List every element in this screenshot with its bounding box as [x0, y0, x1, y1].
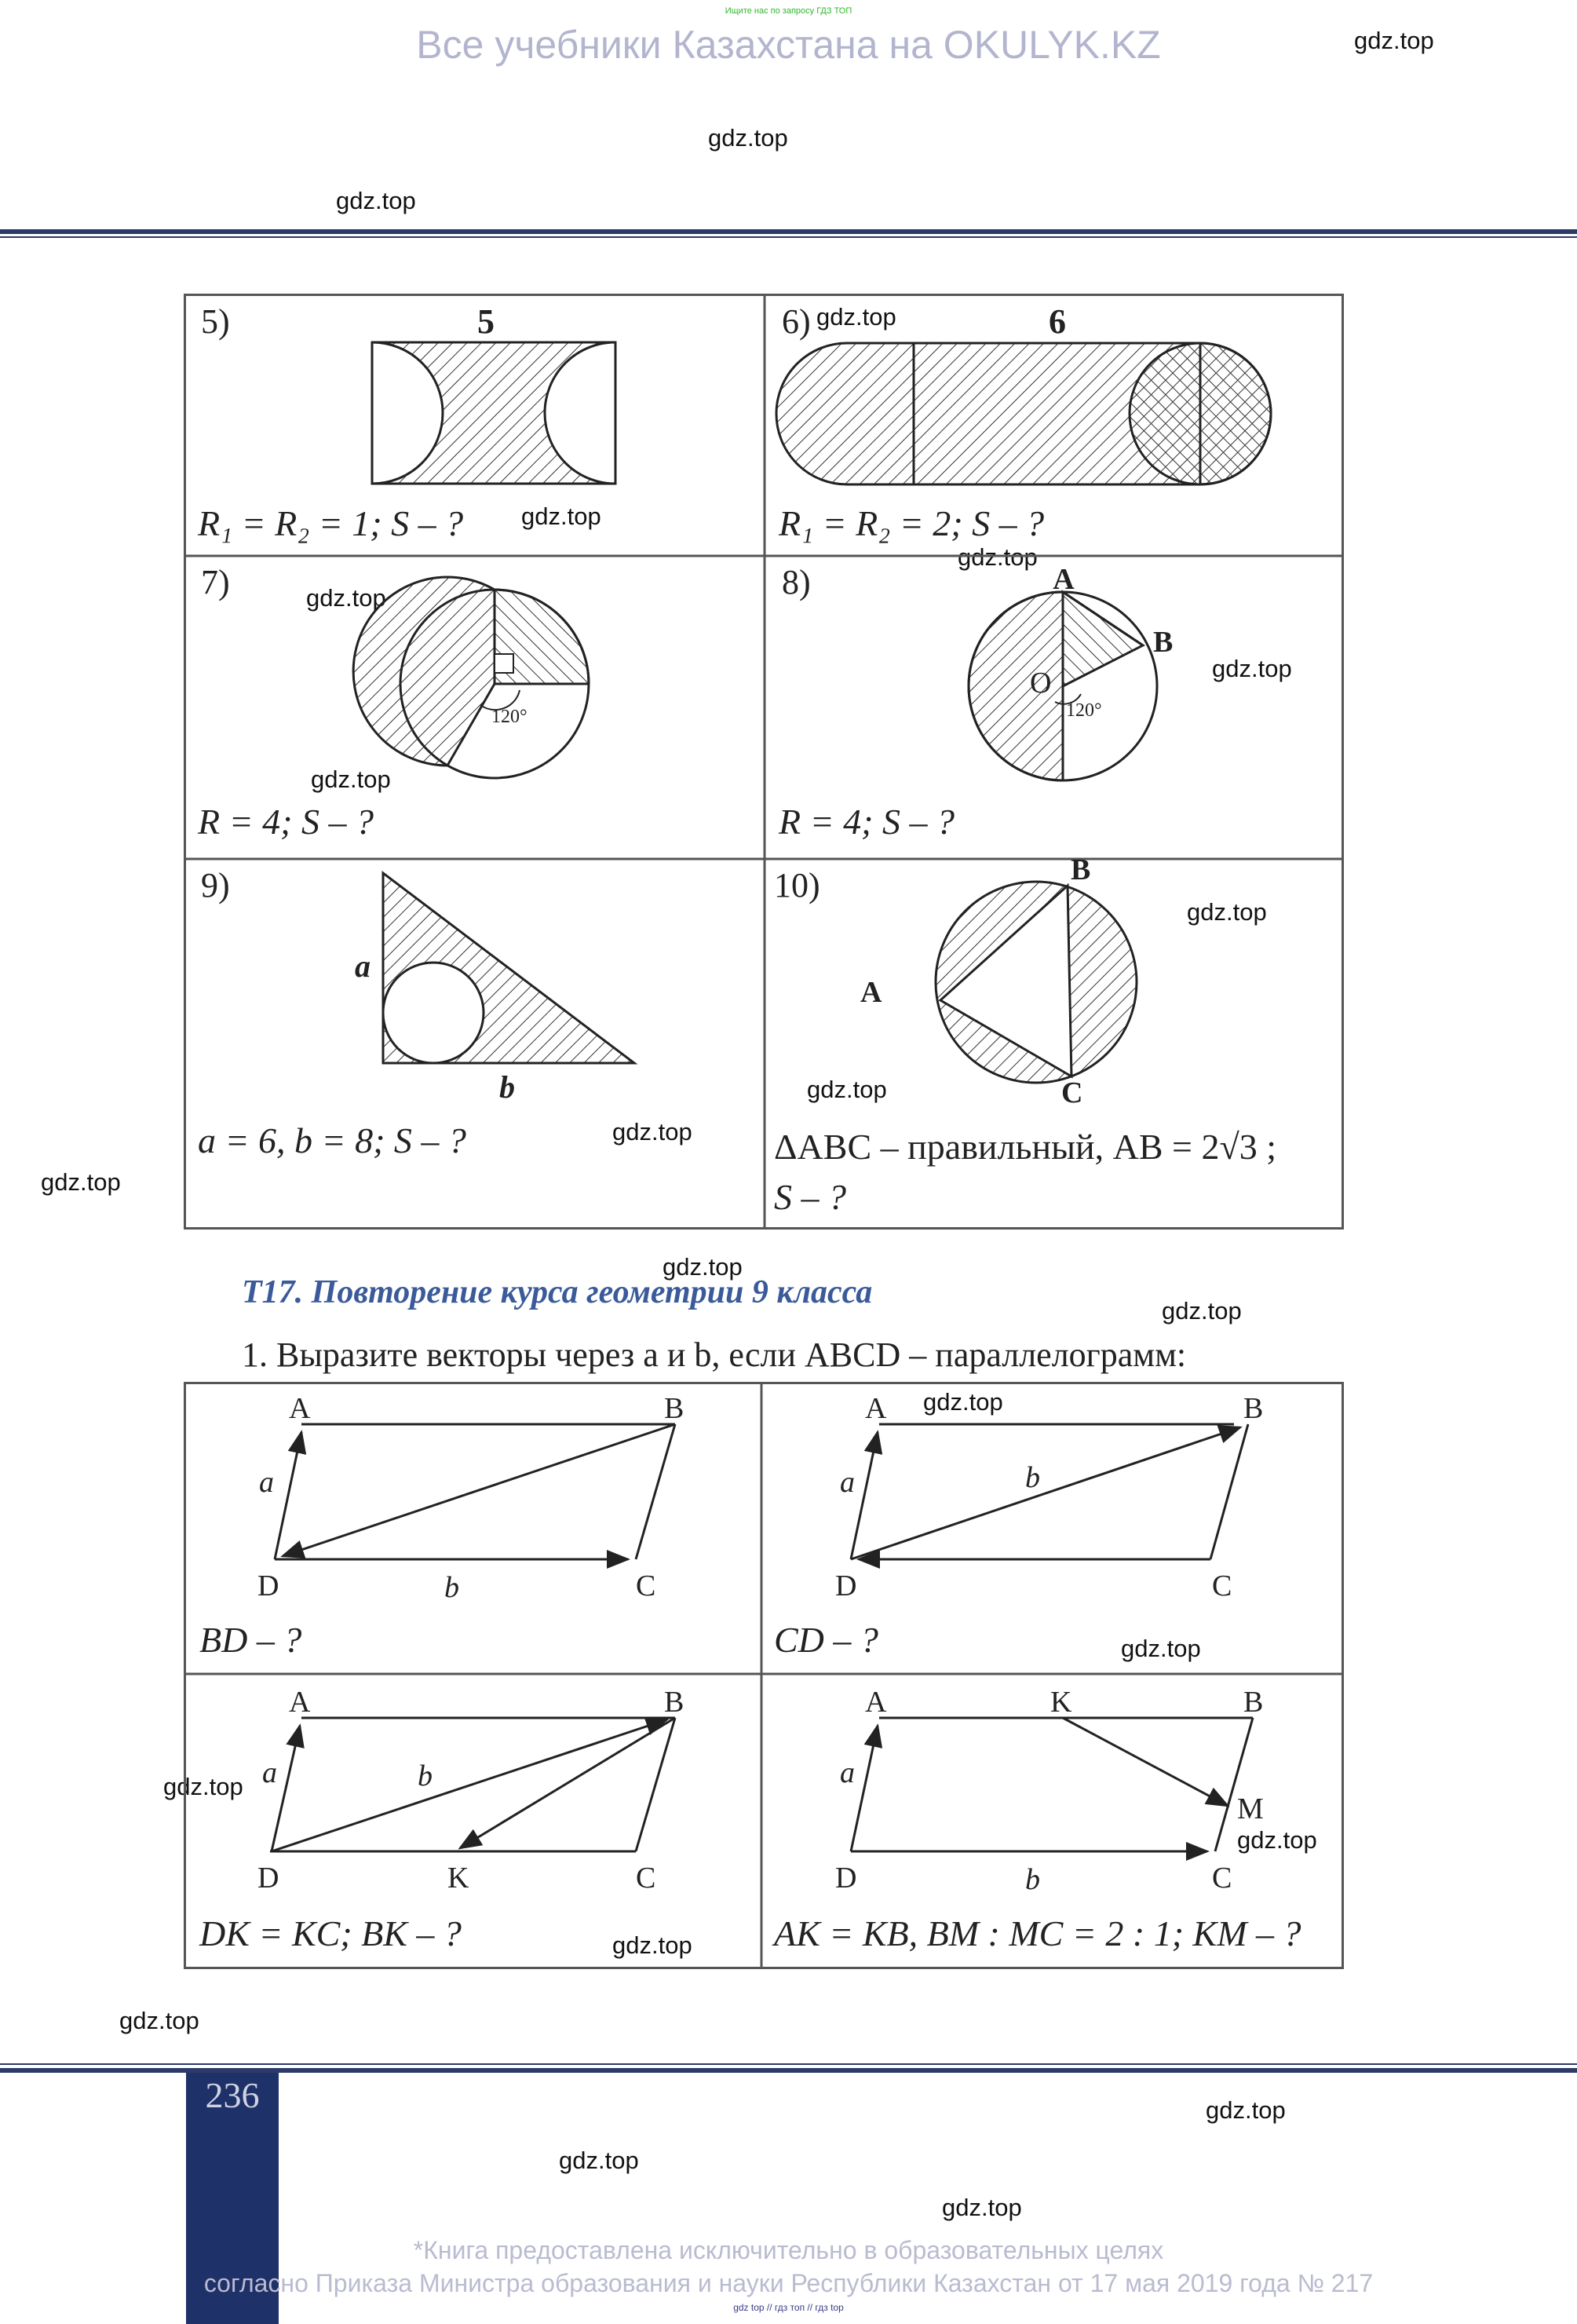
- footer-rule-thin: [0, 2063, 1577, 2065]
- watermark: gdz.top: [41, 1168, 121, 1196]
- problem-number: 10): [774, 866, 820, 904]
- problem-number: 7): [201, 563, 230, 601]
- angle-label-8: 120°: [1066, 700, 1102, 721]
- parallelogram-4: [851, 1718, 1253, 1851]
- problem-formula: R₁ = R₂ = 2; S – ?: [779, 503, 1045, 543]
- table-grid: [184, 294, 1344, 1230]
- vector-formula: BD – ?: [199, 1620, 302, 1660]
- footnote-line-2: согласно Приказа Министра образования и науки Республики Казахстан от 17 мая 2019 года № 217: [203, 2269, 1374, 2297]
- search-hint: Ищите нас по запросу ГДЗ ТОП: [725, 6, 852, 16]
- vector-b-label: b: [1025, 1461, 1040, 1494]
- point-label: B: [664, 1392, 684, 1425]
- watermark: gdz.top: [119, 2007, 199, 2034]
- point-label: B: [1243, 1392, 1264, 1425]
- problem-formula: a = 6, b = 8; S – ?: [198, 1120, 466, 1160]
- point-c-10: C: [1061, 1076, 1083, 1109]
- angle-label-7: 120°: [491, 707, 527, 727]
- problem-number: 8): [782, 563, 811, 601]
- vector-b-label: b: [418, 1759, 433, 1792]
- figure-5-label: 5: [477, 302, 495, 341]
- problem-formula: R = 4; S – ?: [779, 802, 955, 842]
- watermark: gdz.top: [612, 1118, 692, 1146]
- vector-formula: DK = KC; BK – ?: [199, 1913, 462, 1953]
- point-a-10: A: [860, 976, 882, 1009]
- vector-a-label: a: [840, 1756, 855, 1789]
- parallelogram-3: [270, 1718, 675, 1851]
- watermark: gdz.top: [816, 303, 896, 331]
- watermark: gdz.top: [942, 2194, 1022, 2221]
- watermark: gdz.top: [1206, 2096, 1286, 2124]
- point-label: B: [664, 1686, 684, 1719]
- vector-formula: AK = KB, BM : MC = 2 : 1; KM – ?: [774, 1913, 1301, 1953]
- point-label: C: [1212, 1569, 1232, 1602]
- figure-circle-sectors-8: [969, 592, 1157, 780]
- watermark: gdz.top: [1354, 27, 1434, 54]
- figure-6-label: 6: [1049, 302, 1066, 341]
- parallelogram-1: [275, 1424, 675, 1559]
- figure-circle-triangle: [936, 882, 1137, 1083]
- task-statement: 1. Выразите векторы через a и b, если ABCD – параллелограмм:: [242, 1336, 1187, 1374]
- vector-a-label: a: [259, 1466, 274, 1499]
- watermark: gdz.top: [559, 2147, 639, 2174]
- site-title[interactable]: Все учебники Казахстана на OKULYK.KZ: [416, 23, 1161, 67]
- vector-problems-table: [184, 1382, 1344, 1969]
- watermark: gdz.top: [663, 1253, 743, 1281]
- point-b-10: B: [1071, 853, 1091, 886]
- watermark: gdz.top: [336, 187, 416, 214]
- point-label: C: [636, 1569, 656, 1602]
- point-label: A: [289, 1392, 311, 1425]
- vector-a-label: a: [262, 1756, 277, 1789]
- bottom-links[interactable]: gdz top // гдз топ // гдз top: [733, 2302, 844, 2313]
- point-label: D: [257, 1569, 279, 1602]
- point-b-8: B: [1153, 626, 1174, 659]
- page-number: 236: [205, 2075, 260, 2115]
- vector-b-label: b: [444, 1571, 459, 1604]
- watermark: gdz.top: [923, 1388, 1003, 1416]
- header-rule-thin: [0, 236, 1577, 238]
- point-label: K: [1050, 1686, 1072, 1719]
- point-label: K: [447, 1862, 469, 1895]
- figure-rect-semicircles: [372, 342, 615, 484]
- area-problems-table: [184, 294, 1344, 1230]
- point-label: D: [835, 1862, 857, 1895]
- problem-formula: R₁ = R₂ = 1; S – ?: [198, 503, 464, 543]
- vector-b-label: b: [1025, 1863, 1040, 1896]
- figure-triangle-incircle: [383, 873, 634, 1063]
- problem-number: 5): [201, 302, 230, 341]
- vector-grid: [184, 1382, 1344, 1969]
- figure-stadium: [776, 343, 1271, 484]
- problem-formula: R = 4; S – ?: [198, 802, 374, 842]
- point-a-8: A: [1053, 563, 1075, 596]
- problem-formula: S – ?: [774, 1177, 846, 1217]
- point-label: A: [865, 1392, 887, 1425]
- point-label: M: [1237, 1792, 1264, 1825]
- watermark: gdz.top: [1162, 1297, 1242, 1325]
- footnote-line-1: *Книга предоставлена исключительно в образовательных целях: [413, 2236, 1164, 2264]
- point-o-8: O: [1030, 667, 1052, 700]
- point-label: A: [865, 1686, 887, 1719]
- watermark: gdz.top: [612, 1931, 692, 1959]
- figure-circle-sectors-7: [353, 577, 589, 778]
- watermark: gdz.top: [807, 1076, 887, 1103]
- watermark: gdz.top: [958, 543, 1038, 571]
- problem-formula: ΔABC – правильный, AB = 2√3 ;: [774, 1127, 1276, 1167]
- side-b-9: b: [499, 1069, 515, 1105]
- vector-formula: CD – ?: [774, 1620, 878, 1660]
- problem-number: 6): [782, 302, 811, 341]
- point-label: D: [835, 1569, 857, 1602]
- watermark: gdz.top: [1187, 898, 1267, 926]
- point-label: A: [289, 1686, 311, 1719]
- header-rule: [0, 229, 1577, 234]
- problem-number: 9): [201, 866, 230, 904]
- point-label: C: [636, 1862, 656, 1895]
- watermark: gdz.top: [306, 584, 386, 612]
- point-label: C: [1212, 1862, 1232, 1895]
- watermark: gdz.top: [1121, 1635, 1201, 1662]
- watermark: gdz.top: [521, 502, 601, 530]
- watermark: gdz.top: [163, 1773, 243, 1800]
- point-label: B: [1243, 1686, 1264, 1719]
- point-label: D: [257, 1862, 279, 1895]
- watermark: gdz.top: [1212, 655, 1292, 682]
- watermark: gdz.top: [708, 124, 788, 152]
- section-title: T17. Повторение курса геометрии 9 класса: [242, 1274, 873, 1310]
- watermark: gdz.top: [311, 766, 391, 793]
- watermark: gdz.top: [1237, 1826, 1317, 1854]
- parallelogram-2: [851, 1424, 1248, 1559]
- vector-a-label: a: [840, 1466, 855, 1499]
- side-a-9: a: [355, 948, 371, 984]
